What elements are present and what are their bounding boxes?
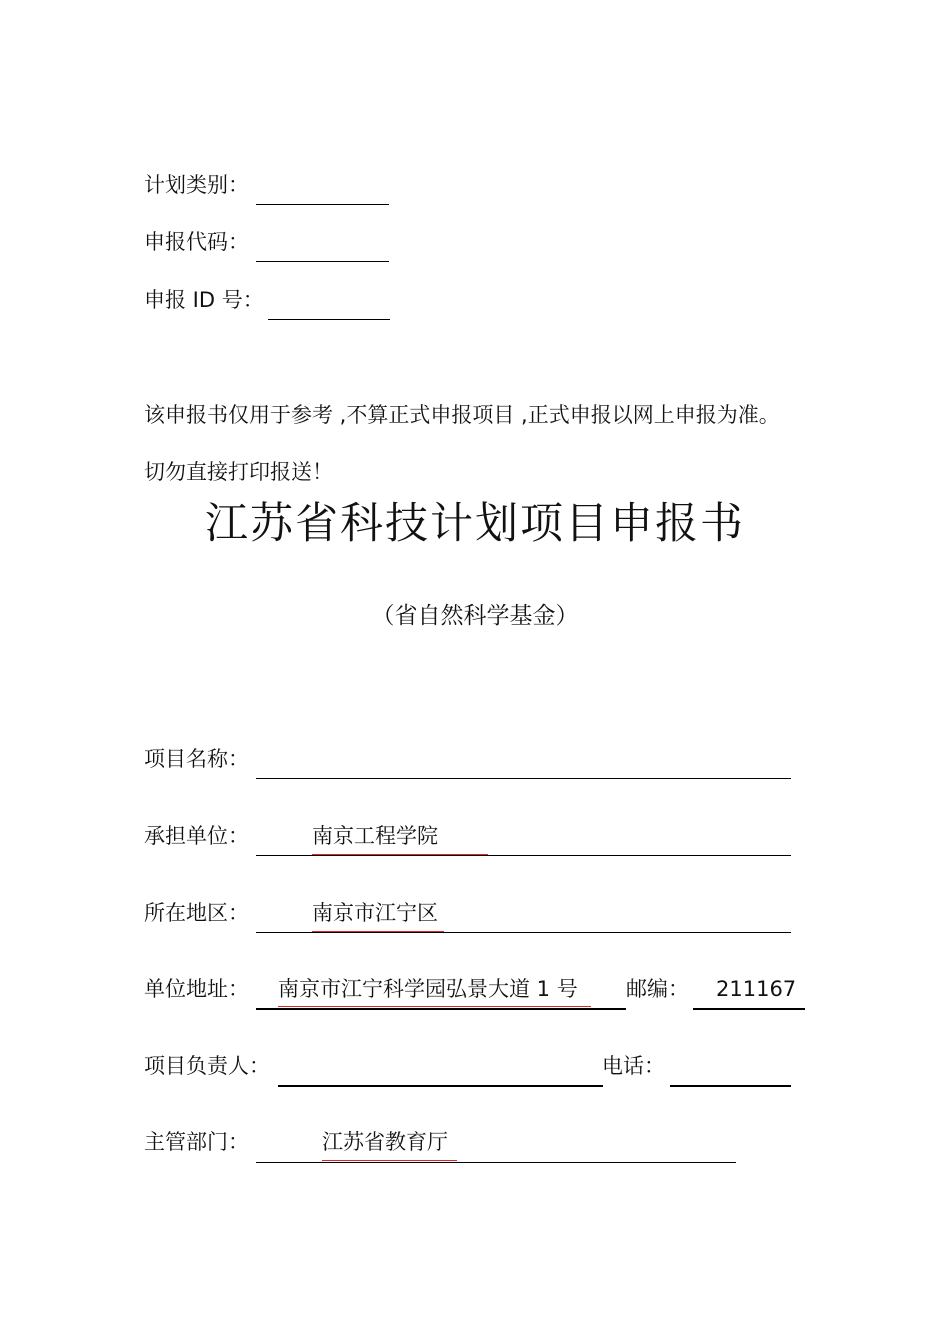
project-leader-label: 项目负责人： <box>144 1054 270 1078</box>
project-name-label: 项目名称： <box>144 747 249 771</box>
document-subtitle: （省自然科学基金） <box>371 603 579 629</box>
project-name-underline <box>256 778 791 779</box>
competent-department-label: 主管部门： <box>144 1130 249 1154</box>
undertaking-unit-label: 承担单位： <box>144 824 249 848</box>
application-code-field[interactable] <box>256 261 389 262</box>
competent-department-value[interactable]: 江苏省教育厅 <box>322 1130 448 1154</box>
competent-department-underline <box>256 1162 736 1163</box>
undertaking-unit-value[interactable]: 南京工程学院 <box>312 824 438 848</box>
plan-category-label: 计划类别： <box>144 173 249 197</box>
phone-label: 电话： <box>602 1054 665 1078</box>
application-code-label: 申报代码： <box>144 230 249 254</box>
postcode-value[interactable]: 211167 <box>716 977 797 1001</box>
project-leader-underline <box>278 1085 603 1087</box>
region-underline <box>256 932 791 933</box>
unit-address-spellcheck-mark <box>278 1006 591 1007</box>
notice-line-1: 该申报书仅用于参考 ,不算正式申报项目 ,正式申报以网上申报为准。 <box>144 403 780 427</box>
postcode-underline <box>693 1008 805 1010</box>
plan-category-field[interactable] <box>256 204 389 205</box>
unit-address-value[interactable]: 南京市江宁科学园弘景大道 1 号 <box>278 977 578 1001</box>
phone-underline <box>670 1085 791 1087</box>
unit-address-label: 单位地址： <box>144 977 249 1001</box>
application-id-field[interactable] <box>268 319 390 320</box>
competent-department-spellcheck-mark <box>322 1160 457 1161</box>
region-label: 所在地区： <box>144 901 249 925</box>
unit-address-underline <box>256 1008 626 1010</box>
postcode-label: 邮编： <box>626 977 689 1001</box>
undertaking-unit-underline <box>256 855 791 856</box>
notice-line-2: 切勿直接打印报送！ <box>144 460 333 484</box>
region-value[interactable]: 南京市江宁区 <box>312 901 438 925</box>
document-title: 江苏省科技计划项目申报书 <box>205 499 745 549</box>
application-id-label: 申报 ID 号： <box>144 288 264 312</box>
